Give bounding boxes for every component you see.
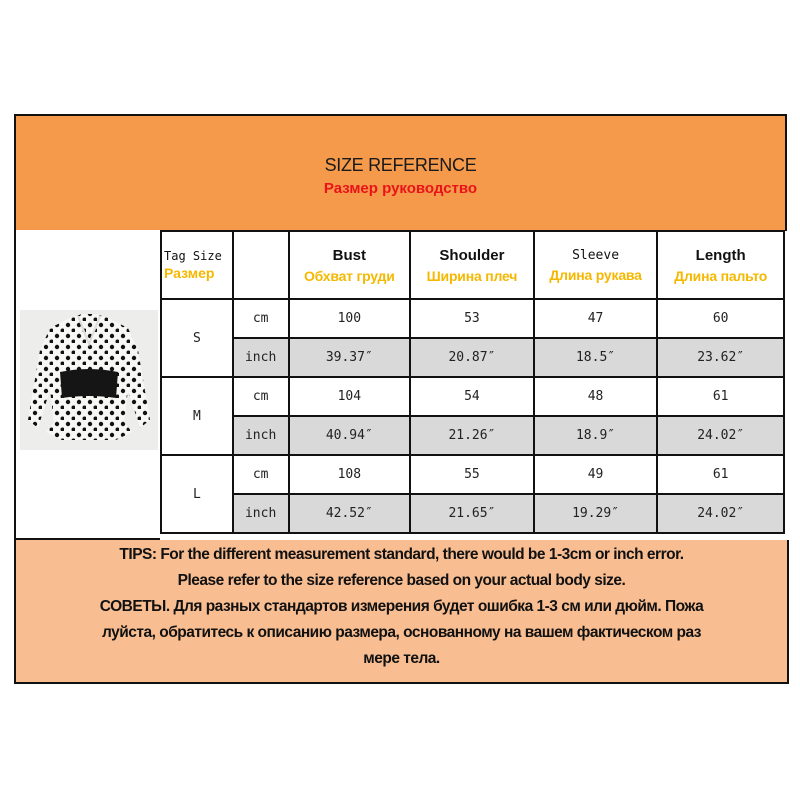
table-row xyxy=(161,455,784,494)
size-label: S xyxy=(161,299,233,377)
chart-body xyxy=(14,230,785,540)
header-row xyxy=(161,231,784,299)
header-unit xyxy=(233,231,289,299)
bust-value: 39.37″ xyxy=(289,338,411,377)
unit-label: inch xyxy=(233,338,289,377)
tips-box xyxy=(14,540,789,684)
bust-value: 100 xyxy=(289,299,411,338)
shoulder-value: 54 xyxy=(410,377,534,416)
shoulder-value: 20.87″ xyxy=(410,338,534,377)
length-value: 61 xyxy=(657,455,784,494)
sleeve-value: 49 xyxy=(534,455,658,494)
title-russian: Размер руководство xyxy=(323,180,478,197)
tips-line: СОВЕТЫ. Для разных стандартов измерения будет ошибка 1-3 см или дюйм. Пожа xyxy=(99,598,704,615)
polka-dot-blouse-icon xyxy=(20,310,158,450)
unit-label: cm xyxy=(233,299,289,338)
table-row xyxy=(161,299,784,338)
unit-label: cm xyxy=(233,377,289,416)
tips-line: мере тела. xyxy=(363,650,440,667)
product-photo xyxy=(20,310,158,450)
table-row xyxy=(161,416,784,455)
tips-line: TIPS: For the different measurement standard, there would be 1-3cm or inch error. xyxy=(119,546,684,563)
unit-label: inch xyxy=(233,494,289,533)
title-english: SIZE REFERENCE xyxy=(324,155,477,175)
length-value: 61 xyxy=(657,377,784,416)
length-value: 24.02″ xyxy=(657,494,784,533)
header-length: Length Длина пальто xyxy=(657,231,784,299)
bust-value: 104 xyxy=(289,377,411,416)
bust-value: 42.52″ xyxy=(289,494,411,533)
unit-label: cm xyxy=(233,455,289,494)
sleeve-value: 18.9″ xyxy=(534,416,658,455)
product-photo-cell xyxy=(14,230,160,540)
tips-line: Please refer to the size reference based on your actual body size. xyxy=(177,572,626,589)
length-value: 60 xyxy=(657,299,784,338)
sleeve-value: 19.29″ xyxy=(534,494,658,533)
sleeve-value: 47 xyxy=(534,299,658,338)
table-row xyxy=(161,377,784,416)
unit-label: inch xyxy=(233,416,289,455)
sleeve-value: 18.5″ xyxy=(534,338,658,377)
header-sleeve: Sleeve Длина рукава xyxy=(534,231,658,299)
table-row xyxy=(161,338,784,377)
title-banner xyxy=(14,114,787,231)
shoulder-value: 55 xyxy=(410,455,534,494)
shoulder-value: 21.26″ xyxy=(410,416,534,455)
sleeve-value: 48 xyxy=(534,377,658,416)
length-value: 24.02″ xyxy=(657,416,784,455)
header-bust: Bust Обхват груди xyxy=(289,231,411,299)
shoulder-value: 21.65″ xyxy=(410,494,534,533)
bust-value: 108 xyxy=(289,455,411,494)
table-row xyxy=(161,494,784,533)
bust-value: 40.94″ xyxy=(289,416,411,455)
shoulder-value: 53 xyxy=(410,299,534,338)
tips-line: луйста, обратитесь к описанию размера, основанному на вашем фактическом раз xyxy=(102,624,701,641)
length-value: 23.62″ xyxy=(657,338,784,377)
size-table xyxy=(160,230,785,534)
header-tag-size: Tag Size Размер xyxy=(161,231,233,299)
size-label: L xyxy=(161,455,233,533)
size-label: M xyxy=(161,377,233,455)
header-shoulder: Shoulder Ширина плеч xyxy=(410,231,534,299)
